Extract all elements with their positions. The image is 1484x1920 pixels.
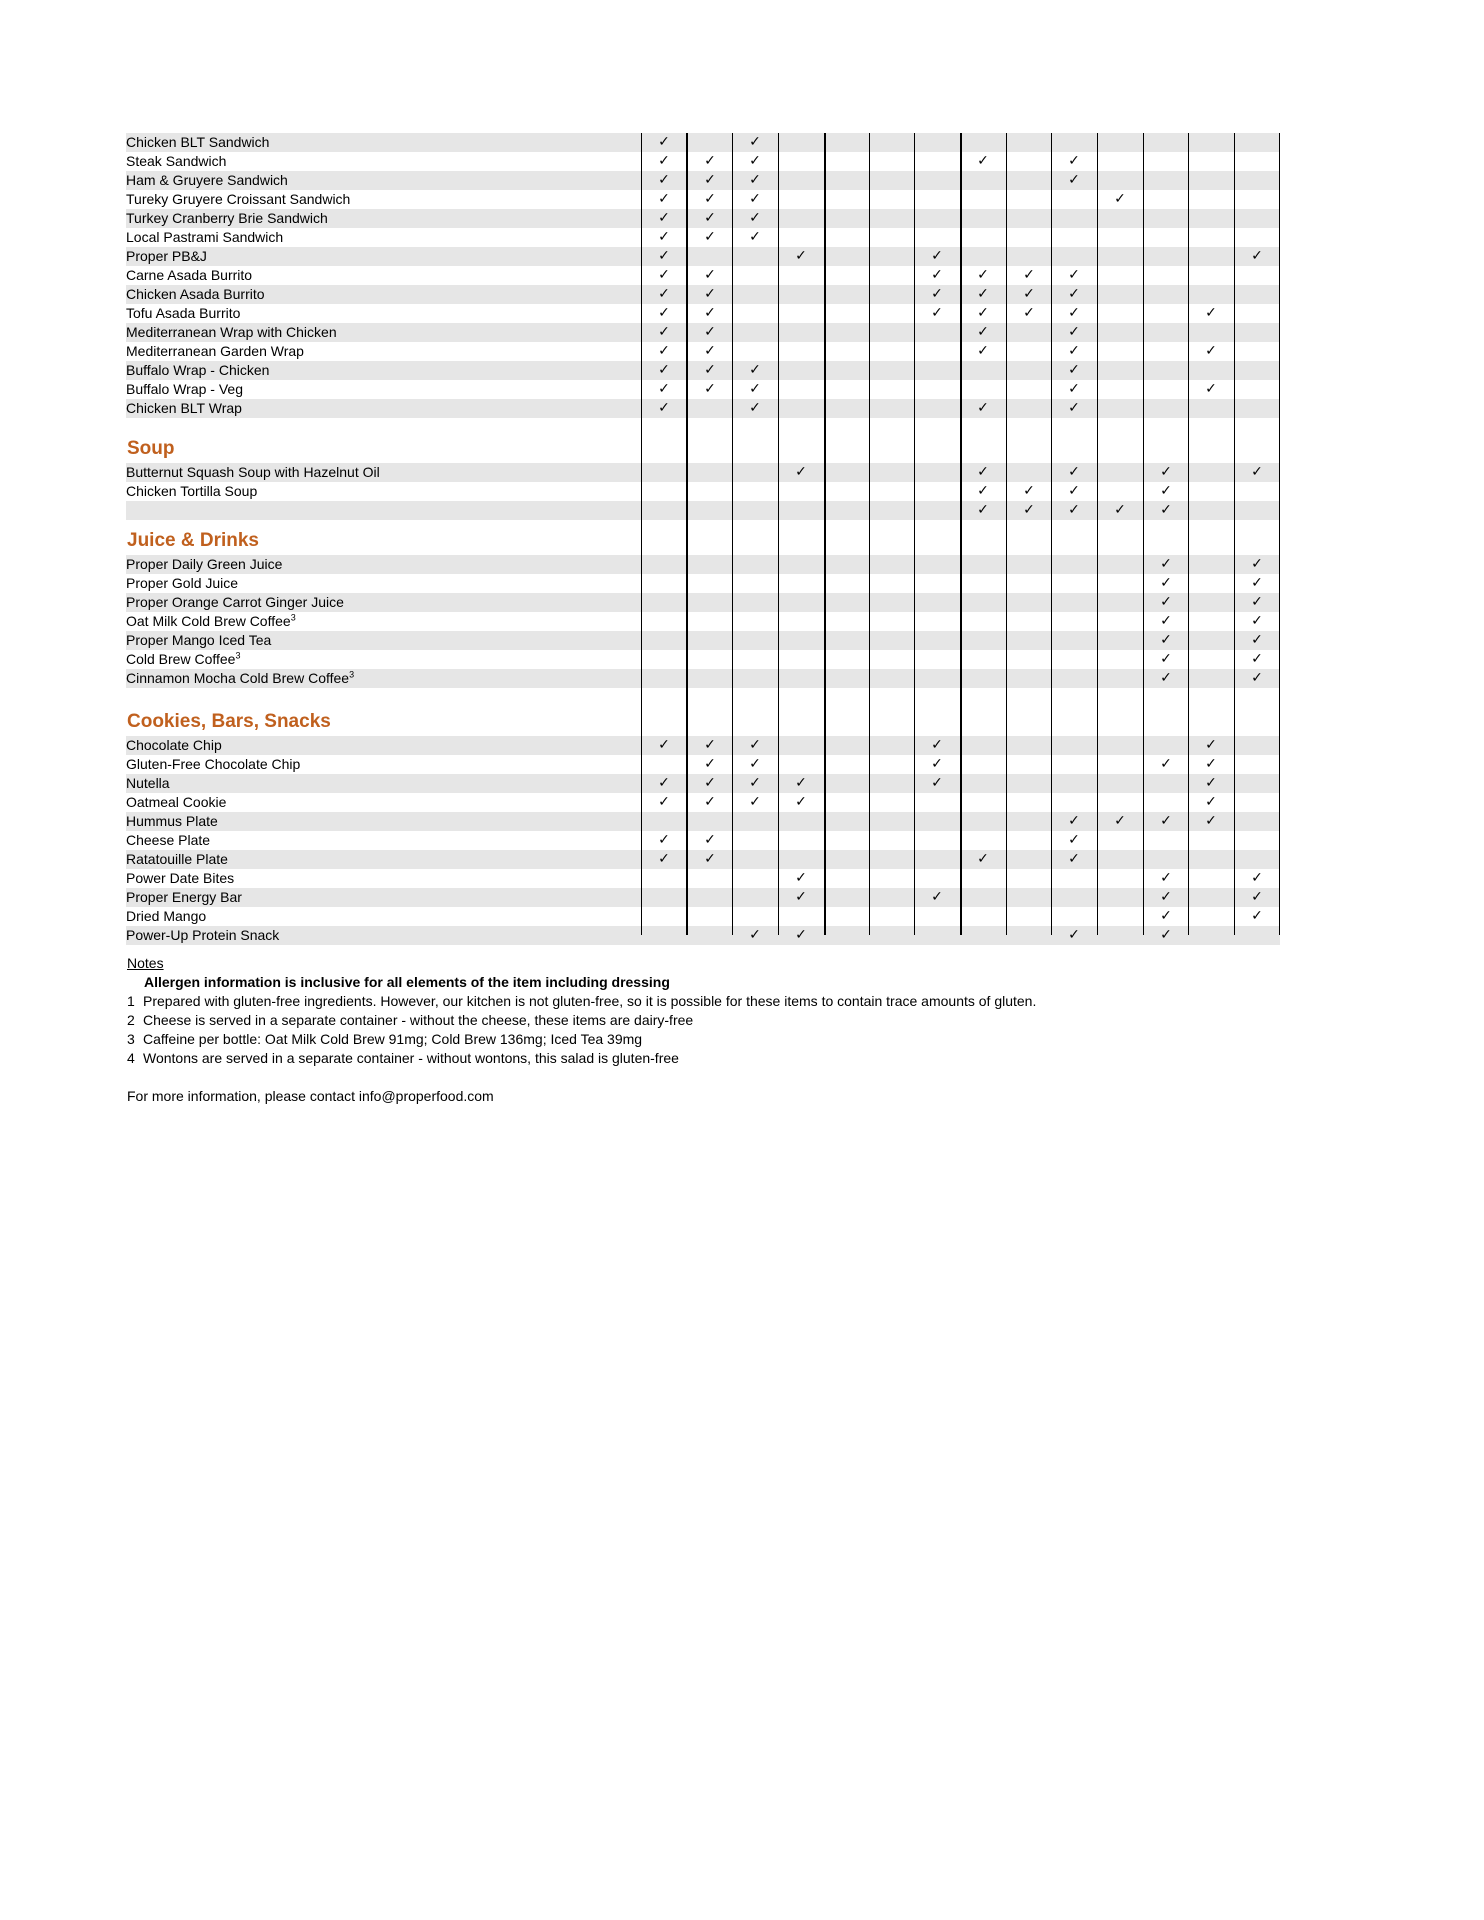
check-mark: ✓ [704, 343, 716, 359]
check-mark: ✓ [658, 305, 670, 321]
check-mark: ✓ [658, 210, 670, 226]
check-mark: ✓ [749, 172, 761, 188]
item-name: Cold Brew Coffee$^3$ [126, 650, 241, 667]
check-mark: ✓ [704, 381, 716, 397]
footnote-marker: 3 [235, 650, 241, 661]
check-mark: ✓ [977, 851, 989, 867]
check-mark: ✓ [1160, 756, 1172, 772]
note-text: Wontons are served in a separate container - without wontons, this salad is gluten-free [143, 1050, 679, 1066]
check-mark: ✓ [704, 775, 716, 791]
check-mark: ✓ [658, 172, 670, 188]
check-mark: ✓ [1205, 794, 1217, 810]
column-divider [914, 133, 915, 935]
check-mark: ✓ [931, 267, 943, 283]
table-row [126, 361, 1280, 380]
note-number: 2 [127, 1012, 135, 1028]
check-mark: ✓ [1251, 556, 1263, 572]
footnote-marker: 3 [290, 612, 296, 623]
check-mark: ✓ [1251, 594, 1263, 610]
check-mark: ✓ [931, 737, 943, 753]
check-mark: ✓ [1068, 343, 1080, 359]
check-mark: ✓ [704, 832, 716, 848]
table-row [126, 304, 1280, 323]
table-row [126, 247, 1280, 266]
table-row [126, 888, 1280, 907]
check-mark: ✓ [658, 851, 670, 867]
check-mark: ✓ [1114, 191, 1126, 207]
check-mark: ✓ [1023, 286, 1035, 302]
item-name: Proper PB&J [126, 248, 207, 264]
check-mark: ✓ [931, 248, 943, 264]
table-row [126, 323, 1280, 342]
check-mark: ✓ [658, 134, 670, 150]
table-row [126, 228, 1280, 247]
table-row [126, 399, 1280, 418]
notes-heading: Notes [127, 955, 164, 971]
check-mark: ✓ [1160, 651, 1172, 667]
check-mark: ✓ [1068, 305, 1080, 321]
check-mark: ✓ [977, 502, 989, 518]
check-mark: ✓ [795, 870, 807, 886]
table-row [126, 133, 1280, 152]
item-name: Nutella [126, 775, 170, 791]
check-mark: ✓ [1068, 381, 1080, 397]
check-mark: ✓ [1160, 632, 1172, 648]
check-mark: ✓ [1068, 483, 1080, 499]
check-mark: ✓ [749, 927, 761, 943]
item-name: Cheese Plate [126, 832, 211, 848]
check-mark: ✓ [977, 286, 989, 302]
item-name: Proper Mango Iced Tea [126, 632, 272, 648]
check-mark: ✓ [1251, 870, 1263, 886]
table-row [126, 755, 1280, 774]
check-mark: ✓ [977, 483, 989, 499]
item-name: Hummus Plate [126, 813, 218, 829]
check-mark: ✓ [795, 927, 807, 943]
table-row [126, 669, 1280, 688]
check-mark: ✓ [1023, 305, 1035, 321]
check-mark: ✓ [1160, 813, 1172, 829]
table-row [126, 380, 1280, 399]
check-mark: ✓ [704, 267, 716, 283]
item-name: Chicken Tortilla Soup [126, 483, 258, 499]
item-name: Chicken Asada Burrito [126, 286, 265, 302]
check-mark: ✓ [1160, 575, 1172, 591]
item-name: Chocolate Chip [126, 737, 222, 753]
check-mark: ✓ [749, 737, 761, 753]
item-name: Butternut Squash Soup with Hazelnut Oil [126, 464, 380, 480]
check-mark: ✓ [704, 305, 716, 321]
table-row [126, 793, 1280, 812]
table-row [126, 482, 1280, 501]
note-number: 4 [127, 1050, 135, 1066]
check-mark: ✓ [1160, 613, 1172, 629]
note-item [127, 1011, 1036, 1030]
item-name: Power-Up Protein Snack [126, 927, 280, 943]
check-mark: ✓ [1160, 556, 1172, 572]
check-mark: ✓ [1068, 851, 1080, 867]
check-mark: ✓ [658, 832, 670, 848]
table-row [126, 831, 1280, 850]
check-mark: ✓ [1068, 362, 1080, 378]
table-row [126, 907, 1280, 926]
check-mark: ✓ [704, 286, 716, 302]
check-mark: ✓ [1068, 464, 1080, 480]
check-mark: ✓ [1114, 813, 1126, 829]
table-row [126, 574, 1280, 593]
item-name: Local Pastrami Sandwich [126, 229, 284, 245]
check-mark: ✓ [749, 153, 761, 169]
column-divider [686, 133, 688, 935]
check-mark: ✓ [931, 756, 943, 772]
table-row [126, 171, 1280, 190]
check-mark: ✓ [1068, 286, 1080, 302]
table-row [126, 190, 1280, 209]
note-text: Cheese is served in a separate container - without the cheese, these items are dairy-free [143, 1012, 694, 1028]
check-mark: ✓ [658, 381, 670, 397]
note-item [127, 1049, 1036, 1068]
check-mark: ✓ [658, 775, 670, 791]
check-mark: ✓ [704, 362, 716, 378]
item-name: Mediterranean Wrap with Chicken [126, 324, 337, 340]
check-mark: ✓ [658, 286, 670, 302]
check-mark: ✓ [1068, 324, 1080, 340]
check-mark: ✓ [795, 794, 807, 810]
check-mark: ✓ [1251, 670, 1263, 686]
table-row [126, 650, 1280, 669]
item-name: Ham & Gruyere Sandwich [126, 172, 288, 188]
item-name: Cinnamon Mocha Cold Brew Coffee$^3$ [126, 669, 355, 686]
column-divider [824, 133, 826, 935]
item-name: Carne Asada Burrito [126, 267, 253, 283]
check-mark: ✓ [658, 737, 670, 753]
check-mark: ✓ [749, 191, 761, 207]
check-mark: ✓ [704, 324, 716, 340]
section-title: Cookies, Bars, Snacks [127, 711, 331, 732]
item-name: Buffalo Wrap - Veg [126, 381, 243, 397]
table-row [126, 209, 1280, 228]
item-name: Proper Gold Juice [126, 575, 239, 591]
item-name: Proper Energy Bar [126, 889, 242, 905]
check-mark: ✓ [1251, 632, 1263, 648]
check-mark: ✓ [1023, 483, 1035, 499]
table-row [126, 593, 1280, 612]
table-row [126, 850, 1280, 869]
check-mark: ✓ [931, 889, 943, 905]
item-name: Oatmeal Cookie [126, 794, 227, 810]
check-mark: ✓ [749, 210, 761, 226]
check-mark: ✓ [795, 775, 807, 791]
check-mark: ✓ [1160, 670, 1172, 686]
check-mark: ✓ [704, 210, 716, 226]
check-mark: ✓ [1068, 813, 1080, 829]
table-row [126, 152, 1280, 171]
item-name: Gluten-Free Chocolate Chip [126, 756, 301, 772]
check-mark: ✓ [749, 229, 761, 245]
check-mark: ✓ [658, 362, 670, 378]
check-mark: ✓ [977, 400, 989, 416]
check-mark: ✓ [1068, 267, 1080, 283]
column-divider [1051, 133, 1052, 935]
check-mark: ✓ [1205, 813, 1217, 829]
check-mark: ✓ [1160, 483, 1172, 499]
table-row [126, 631, 1280, 650]
check-mark: ✓ [931, 286, 943, 302]
column-divider [1188, 133, 1189, 935]
check-mark: ✓ [1251, 889, 1263, 905]
note-number: 1 [127, 993, 135, 1009]
note-text: Prepared with gluten-free ingredients. However, our kitchen is not gluten-free, so it is possible for these items to contain trace amounts of gluten. [143, 993, 1037, 1009]
table-row [126, 501, 1280, 520]
check-mark: ✓ [1160, 889, 1172, 905]
check-mark: ✓ [1160, 502, 1172, 518]
check-mark: ✓ [795, 889, 807, 905]
check-mark: ✓ [1068, 502, 1080, 518]
item-name: Buffalo Wrap - Chicken [126, 362, 270, 378]
item-name: Dried Mango [126, 908, 207, 924]
check-mark: ✓ [795, 464, 807, 480]
note-number: 3 [127, 1031, 135, 1047]
check-mark: ✓ [704, 756, 716, 772]
check-mark: ✓ [977, 343, 989, 359]
check-mark: ✓ [1068, 172, 1080, 188]
check-mark: ✓ [1023, 502, 1035, 518]
column-divider [732, 133, 733, 935]
item-name: Power Date Bites [126, 870, 235, 886]
footnote-marker: 3 [349, 669, 355, 680]
item-name: Mediterranean Garden Wrap [126, 343, 304, 359]
check-mark: ✓ [749, 400, 761, 416]
check-mark: ✓ [977, 267, 989, 283]
check-mark: ✓ [658, 229, 670, 245]
note-item [127, 992, 1036, 1011]
item-name: Turkey Cranberry Brie Sandwich [126, 210, 328, 226]
table-row [126, 463, 1280, 482]
check-mark: ✓ [977, 153, 989, 169]
table-row [126, 285, 1280, 304]
item-name: Chicken BLT Sandwich [126, 134, 270, 150]
column-divider [869, 133, 870, 935]
check-mark: ✓ [1205, 381, 1217, 397]
check-mark: ✓ [1068, 153, 1080, 169]
check-mark: ✓ [658, 794, 670, 810]
check-mark: ✓ [977, 305, 989, 321]
check-mark: ✓ [1251, 613, 1263, 629]
check-mark: ✓ [1251, 464, 1263, 480]
check-mark: ✓ [1251, 575, 1263, 591]
column-divider [1006, 133, 1007, 935]
item-name: Proper Orange Carrot Ginger Juice [126, 594, 344, 610]
check-mark: ✓ [658, 343, 670, 359]
check-mark: ✓ [704, 191, 716, 207]
check-mark: ✓ [1205, 343, 1217, 359]
table-row [126, 812, 1280, 831]
column-divider [641, 133, 642, 935]
check-mark: ✓ [704, 172, 716, 188]
check-mark: ✓ [977, 464, 989, 480]
check-mark: ✓ [658, 191, 670, 207]
check-mark: ✓ [658, 248, 670, 264]
table-row [126, 774, 1280, 793]
check-mark: ✓ [1205, 775, 1217, 791]
check-mark: ✓ [1251, 908, 1263, 924]
check-mark: ✓ [749, 756, 761, 772]
check-mark: ✓ [704, 737, 716, 753]
check-mark: ✓ [795, 248, 807, 264]
check-mark: ✓ [749, 775, 761, 791]
table-row [126, 612, 1280, 631]
check-mark: ✓ [658, 153, 670, 169]
check-mark: ✓ [749, 134, 761, 150]
check-mark: ✓ [1068, 832, 1080, 848]
table-row [126, 555, 1280, 574]
check-mark: ✓ [749, 381, 761, 397]
check-mark: ✓ [704, 851, 716, 867]
column-divider [1097, 133, 1098, 935]
check-mark: ✓ [931, 775, 943, 791]
table-row [126, 926, 1280, 945]
section-title: Soup [127, 438, 175, 459]
table-row [126, 869, 1280, 888]
item-name: Steak Sandwich [126, 153, 227, 169]
table-row [126, 342, 1280, 361]
check-mark: ✓ [931, 305, 943, 321]
item-name: Tureky Gruyere Croissant Sandwich [126, 191, 351, 207]
table-row [126, 266, 1280, 285]
check-mark: ✓ [704, 794, 716, 810]
check-mark: ✓ [749, 362, 761, 378]
column-divider [1279, 133, 1280, 935]
check-mark: ✓ [1114, 502, 1126, 518]
check-mark: ✓ [977, 324, 989, 340]
check-mark: ✓ [749, 794, 761, 810]
item-name: Chicken BLT Wrap [126, 400, 242, 416]
check-mark: ✓ [1160, 908, 1172, 924]
note-item [127, 1030, 1036, 1049]
check-mark: ✓ [1205, 305, 1217, 321]
notes-section [127, 954, 1036, 1068]
allergen-disclaimer: Allergen information is inclusive for all elements of the item including dressing [144, 974, 670, 990]
check-mark: ✓ [1251, 651, 1263, 667]
note-text: Caffeine per bottle: Oat Milk Cold Brew 91mg; Cold Brew 136mg; Iced Tea 39mg [143, 1031, 643, 1047]
contact-line: For more information, please contact info@properfood.com [127, 1088, 494, 1104]
item-name: Ratatouille Plate [126, 851, 228, 867]
section-title: Juice & Drinks [127, 530, 259, 551]
column-divider [778, 133, 779, 935]
check-mark: ✓ [1205, 737, 1217, 753]
item-name: Proper Daily Green Juice [126, 556, 283, 572]
check-mark: ✓ [1023, 267, 1035, 283]
check-mark: ✓ [704, 153, 716, 169]
check-mark: ✓ [1251, 248, 1263, 264]
check-mark: ✓ [1160, 870, 1172, 886]
check-mark: ✓ [1160, 927, 1172, 943]
check-mark: ✓ [658, 400, 670, 416]
check-mark: ✓ [1068, 927, 1080, 943]
column-divider [960, 133, 962, 935]
item-name: Oat Milk Cold Brew Coffee$^3$ [126, 612, 296, 629]
check-mark: ✓ [658, 267, 670, 283]
item-name: Tofu Asada Burrito [126, 305, 241, 321]
column-divider [1234, 133, 1235, 935]
check-mark: ✓ [1068, 400, 1080, 416]
column-divider [1143, 133, 1144, 935]
table-row [126, 736, 1280, 755]
check-mark: ✓ [1160, 464, 1172, 480]
check-mark: ✓ [1160, 594, 1172, 610]
check-mark: ✓ [658, 324, 670, 340]
check-mark: ✓ [704, 229, 716, 245]
check-mark: ✓ [1205, 756, 1217, 772]
